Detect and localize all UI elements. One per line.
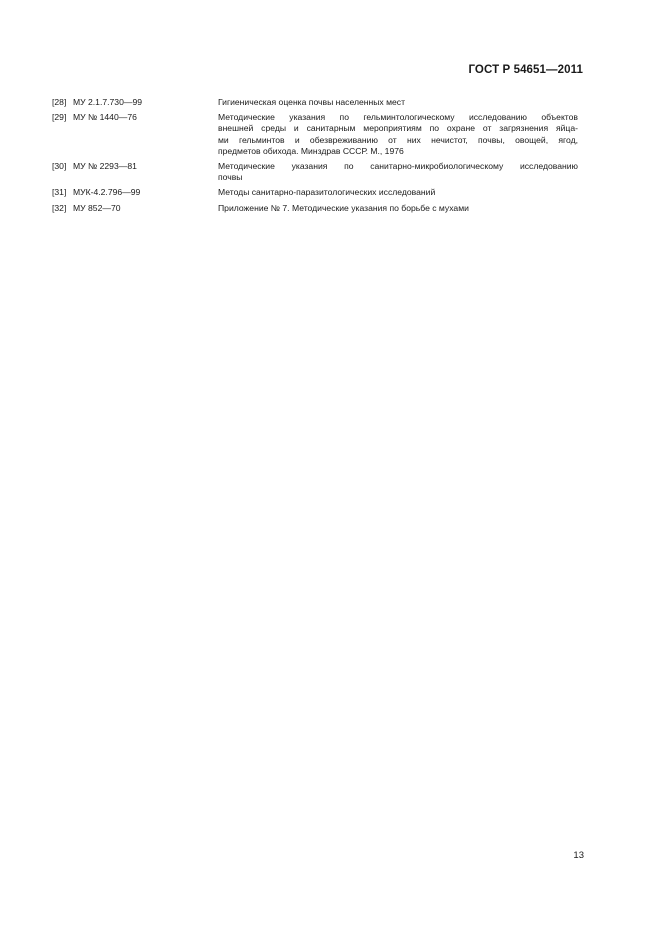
reference-number: [28] [52, 97, 67, 107]
reference-title [218, 203, 578, 214]
reference-code: МУ № 1440—76 [73, 112, 137, 123]
reference-title-line: Методы санитарно-паразитологических исследований [218, 187, 436, 198]
reference-title [218, 161, 578, 183]
reference-number: [29] [52, 112, 67, 123]
reference-entry [52, 97, 578, 108]
reference-code: МУ 2.1.7.730—99 [73, 97, 142, 107]
reference-code: МУ 852—70 [73, 202, 121, 213]
reference-title-line: Методические указания по гельминтологическому исследованию объектов [218, 112, 578, 123]
reference-title [218, 97, 578, 108]
reference-entry [52, 187, 578, 198]
reference-title-line: предметов обихода. Минздрав СССР. М., 1976 [218, 145, 404, 156]
standard-designation: ГОСТ Р 54651—2011 [468, 64, 583, 76]
reference-entry [52, 161, 578, 183]
reference-title-line: Методические указания по санитарно-микробиологическому исследованию [218, 161, 578, 172]
reference-title [218, 187, 578, 198]
reference-title [218, 112, 578, 157]
page-number: 13 [573, 850, 584, 861]
reference-number: [30] [52, 161, 67, 172]
reference-number: [32] [52, 202, 67, 213]
reference-title-line: Приложение № 7. Методические указания по борьбе с мухами [218, 202, 469, 213]
bibliography-list [52, 97, 578, 218]
reference-title-line: Гигиеническая оценка почвы населенных мест [218, 97, 406, 107]
reference-title-line: почвы [218, 172, 243, 183]
reference-title-line: внешней среды и санитарным мероприятиям по охране от загрязнения яйца- [218, 123, 578, 134]
reference-entry [52, 203, 578, 214]
reference-number: [31] [52, 187, 67, 198]
reference-entry [52, 112, 578, 157]
reference-code: МУ № 2293—81 [73, 161, 137, 172]
reference-code: МУК-4.2.796—99 [73, 187, 141, 198]
reference-title-line: ми гельминтов и обезвреживанию от них нечистот, почвы, овощей, ягод, [218, 134, 578, 145]
